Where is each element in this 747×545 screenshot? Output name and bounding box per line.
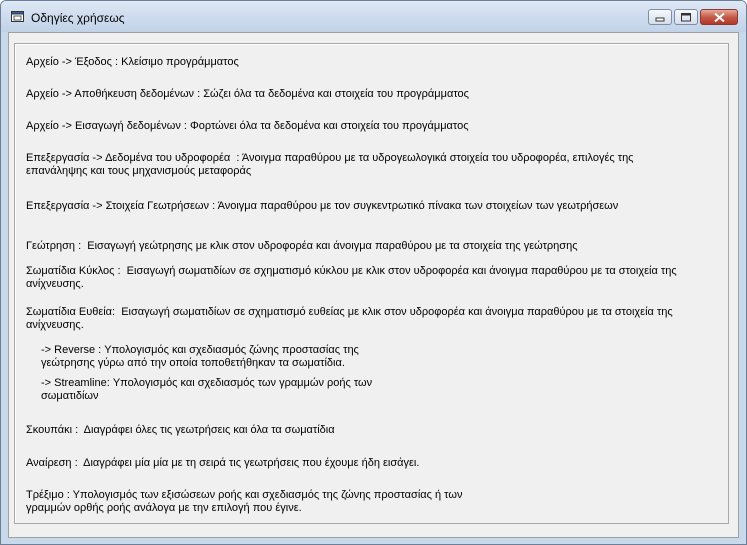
help-line-well: Γεώτρηση : Εισαγωγή γεώτρησης με κλικ στον υδροφορέα και άνοιγμα παραθύρου με τα στοιχεία της γεώτρησης bbox=[26, 240, 578, 252]
help-line-file-exit: Αρχείο -> Έξοδος : Κλείσιμο προγράμματος bbox=[26, 56, 239, 68]
help-line-undo: Αναίρεση : Διαγράφει μία μία με τη σειρά τις γεωτρήσεις που έχουμε ήδη εισάγει. bbox=[26, 457, 420, 469]
close-icon bbox=[714, 13, 725, 22]
minimize-button[interactable] bbox=[648, 9, 672, 25]
window-app-icon[interactable] bbox=[11, 11, 24, 22]
help-line-streamline: -> Streamline: Υπολογισμός και σχεδιασμός των γραμμών ροής των bbox=[41, 377, 373, 389]
help-line-particles-circle-cont: ανίχνευσης. bbox=[26, 278, 84, 290]
client-area bbox=[8, 32, 739, 538]
help-line-broom: Σκουπάκι : Διαγράφει όλες τις γεωτρήσεις και όλα τα σωματίδια bbox=[26, 424, 335, 436]
close-button[interactable] bbox=[700, 9, 738, 25]
help-line-run-cont: γραμμών ορθής ροής ανάλογα με την επιλογή που έγινε. bbox=[26, 502, 302, 514]
help-line-run: Τρέξιμο : Υπολογισμός των εξισώσεων ροής και σχεδιασμός της ζώνης προστασίας ή των bbox=[26, 489, 463, 501]
caption-buttons bbox=[646, 9, 738, 27]
help-line-streamline-cont: σωματιδίων bbox=[41, 390, 99, 402]
minimize-icon bbox=[654, 13, 666, 22]
maximize-icon bbox=[680, 13, 692, 22]
help-line-particles-line: Σωματίδια Ευθεία: Εισαγωγή σωματιδίων σε σχηματισμό ευθείας με κλικ στον υδροφορέα και άνοιγμα παραθύρου με τα στοιχεία της bbox=[26, 306, 673, 318]
help-line-particles-line-cont: ανίχνευσης. bbox=[26, 319, 84, 331]
maximize-button[interactable] bbox=[674, 9, 698, 25]
help-line-particles-circle: Σωματίδια Κύκλος : Εισαγωγή σωματιδίων σε σχηματισμό κύκλου με κλικ στον υδροφορέα και άνοιγμα παραθύρου με τα στοιχεία της bbox=[26, 265, 677, 277]
help-line-file-load: Αρχείο -> Εισαγωγή δεδομένων : Φορτώνει όλα τα δεδομένα και στοιχεία του προγάμματος bbox=[26, 120, 469, 132]
window-title: Οδηγίες χρήσεως bbox=[31, 11, 125, 25]
help-line-edit-aquifer: Επεξεργασία -> Δεδομένα του υδροφορέα : Άνοιγμα παραθύρου με τα υδρογεωλογικά στοιχεία του υδροφορέα, επιλογές της bbox=[26, 152, 634, 164]
help-line-edit-wells: Επεξεργασία -> Στοιχεία Γεωτρήσεων : Άνοιγμα παραθύρου με τον συγκεντρωτικό πίνακα των στοιχείων των γεωτρήσεων bbox=[26, 200, 619, 212]
help-line-edit-aquifer-cont: επανάληψης και τους μηχανισμούς μεταφοράς bbox=[26, 165, 252, 177]
help-line-reverse-cont: γεώτρησης γύρω από την οποία τοποθετήθηκαν τα σωματίδια. bbox=[41, 357, 345, 369]
help-line-file-save: Αρχείο -> Αποθήκευση δεδομένων : Σώζει όλα τα δεδομένα και στοιχεία του προγράμματος bbox=[26, 88, 469, 100]
title-bar[interactable] bbox=[1, 1, 746, 32]
instructions-frame bbox=[14, 43, 729, 524]
help-line-reverse: -> Reverse : Υπολογισμός και σχεδιασμός ζώνης προστασίας της bbox=[41, 344, 359, 356]
